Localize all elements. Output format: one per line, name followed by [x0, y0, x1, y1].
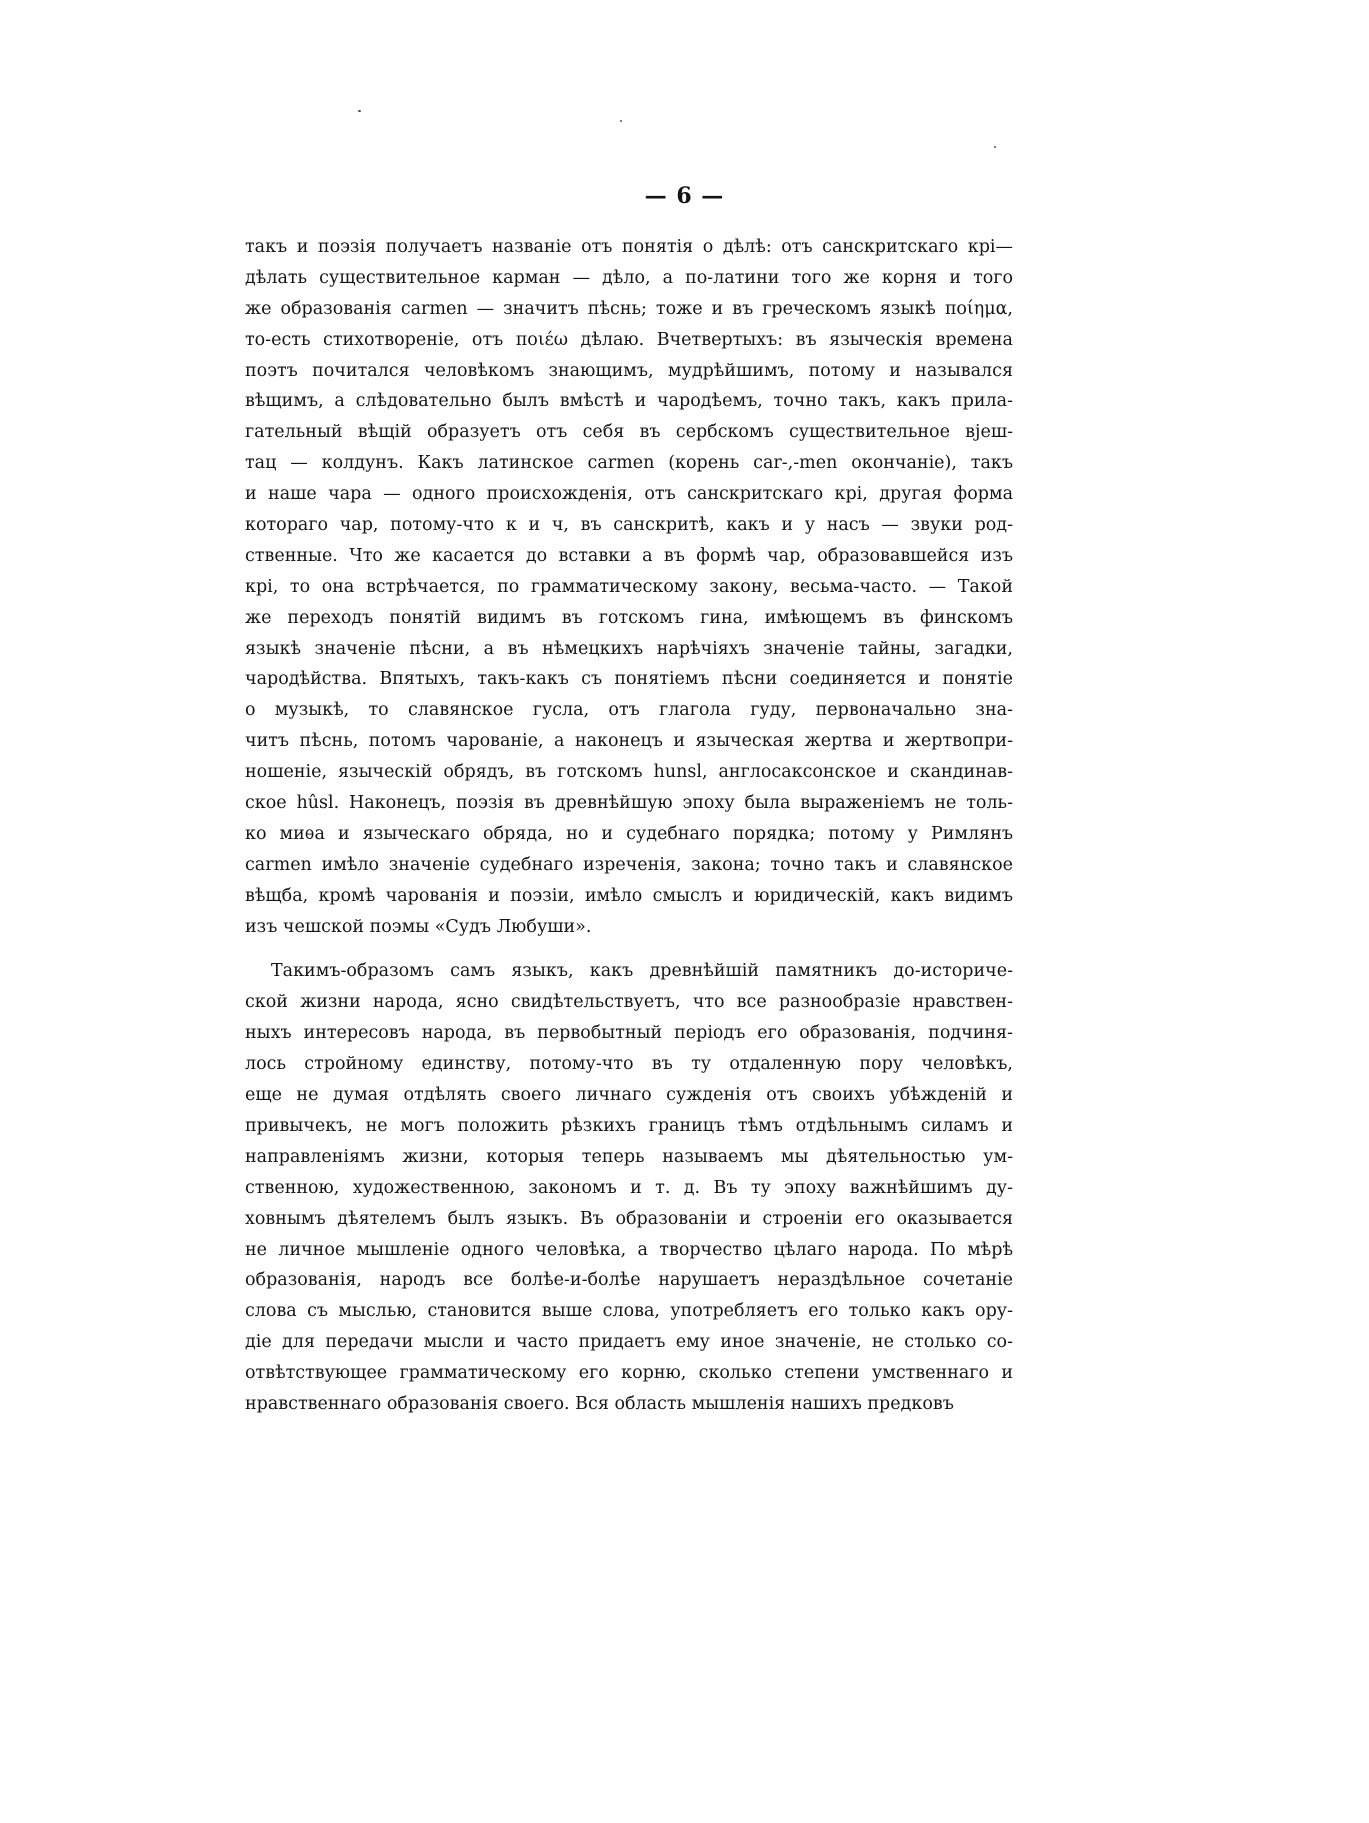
- text-line: діе для передачи мысли и часто придаетъ ему иное значеніе, не столько со-: [245, 1332, 1013, 1353]
- text-line: отвѣтствующее грамматическому его корню, сколько степени умственнаго и: [245, 1363, 1013, 1384]
- text-line: же переходъ понятій видимъ въ готскомъ гина, имѣющемъ въ финскомъ: [245, 607, 1013, 628]
- scan-speck: [994, 146, 996, 148]
- text-line: такъ и поэзія получаетъ названіе отъ понятія о дѣлѣ: отъ санскритскаго крі—: [245, 237, 1013, 257]
- paragraph: [245, 956, 1013, 1419]
- text-line: направленіямъ жизни, которыя теперь называемъ мы дѣятельностью ум-: [245, 1146, 1013, 1167]
- text-line: о музыкѣ, то славянское гусла, отъ глагола гуду, первоначально зна-: [245, 700, 1013, 721]
- text-line: языкѣ значеніе пѣсни, а въ нѣмецкихъ нарѣчіяхъ значеніе тайны, загадки,: [245, 638, 1013, 659]
- text-line: и наше чара — одного происхожденія, отъ санскритскаго крі, другая форма: [245, 484, 1013, 505]
- text-line: ховнымъ дѣятелемъ былъ языкъ. Въ образованіи и строеніи его оказывается: [245, 1208, 1013, 1229]
- text-line: не личное мышленіе одного человѣка, а творчество цѣлаго народа. По мѣрѣ: [245, 1239, 1013, 1260]
- text-line: carmen имѣло значеніе судебнаго изреченія, закона; точно такъ и славянское: [245, 854, 1013, 875]
- scan-speck: [358, 110, 361, 112]
- text-line: изъ чешской поэмы «Судъ Любуши».: [245, 916, 592, 937]
- text-line: еще не думая отдѣлять своего личнаго сужденія отъ своихъ убѣжденій и: [245, 1085, 1013, 1106]
- scan-speck: [620, 120, 622, 122]
- text-line: вѣщимъ, а слѣдовательно былъ вмѣстѣ и чародѣемъ, точно такъ, какъ прила-: [245, 391, 1013, 412]
- text-line: слова съ мыслью, становится выше слова, употребляетъ его только какъ ору-: [245, 1301, 1013, 1322]
- text-line: ственные. Что же касается до вставки а въ формѣ чар, образовавшейся изъ: [245, 545, 1013, 566]
- text-line: то-есть стихотвореніе, отъ ποιέω дѣлаю. Вчетвертыхъ: въ языческія времена: [245, 329, 1013, 350]
- text-line: котораго чар, потому-что к и ч, въ санскритѣ, какъ и у насъ — звуки род-: [245, 515, 1013, 536]
- text-line: дѣлать существительное карман — дѣло, а по-латини того же корня и того: [245, 267, 1013, 288]
- text-line: крі, то она встрѣчается, по грамматическому закону, весьма-часто. — Такой: [245, 576, 1013, 597]
- text-line: ское hûsl. Наконецъ, поэзія въ древнѣйшую эпоху была выраженіемъ не толь-: [245, 793, 1013, 814]
- text-line: лось стройному единству, потому-что въ ту отдаленную пору человѣкъ,: [245, 1054, 1013, 1075]
- text-line: ношеніе, языческій обрядъ, въ готскомъ hunsl, англосаксонское и скандинав-: [245, 762, 1013, 783]
- text-line: гательный вѣщій образуетъ отъ себя въ сербскомъ существительное вјеш-: [245, 422, 1013, 443]
- text-line: ныхъ интересовъ народа, въ первобытный періодъ его образованія, подчиня-: [245, 1023, 1013, 1044]
- text-line: нравственнаго образованія своего. Вся область мышленія нашихъ предковъ: [245, 1393, 954, 1414]
- text-line: Такимъ-образомъ самъ языкъ, какъ древнѣйшій памятникъ до-историче-: [271, 961, 1013, 982]
- page-body: [245, 232, 1013, 1420]
- text-line: ской жизни народа, ясно свидѣтельствуетъ, что все разнообразіе нравствен-: [245, 992, 1013, 1013]
- text-line: вѣщба, кромѣ чарованія и поэзіи, имѣло смыслъ и юридическій, какъ видимъ: [245, 885, 1013, 906]
- text-line: образованія, народъ все болѣе-и-болѣе нарушаетъ нераздѣльное сочетаніе: [245, 1270, 1013, 1291]
- text-line: ко миѳа и языческаго обряда, но и судебнаго порядка; потому у Римлянъ: [245, 823, 1013, 844]
- text-line: читъ пѣснь, потомъ чарованіе, а наконецъ и языческая жертва и жертвопри-: [245, 731, 1013, 752]
- page-number: — 6 —: [644, 183, 725, 209]
- text-line: поэтъ почитался человѣкомъ знающимъ, мудрѣйшимъ, потому и назывался: [245, 360, 1013, 381]
- text-line: тац — колдунъ. Какъ латинское carmen (корень car-,-men окончаніе), такъ: [245, 453, 1013, 474]
- paragraph: [245, 232, 1013, 942]
- text-line: чародѣйства. Впятыхъ, такъ-какъ съ понятіемъ пѣсни соединяется и понятіе: [245, 669, 1013, 690]
- text-line: же образованія carmen — значитъ пѣснь; тоже и въ греческомъ языкѣ ποίημα,: [245, 298, 1013, 319]
- text-line: привычекъ, не могъ положить рѣзкихъ границъ тѣмъ отдѣльнымъ силамъ и: [245, 1115, 1013, 1136]
- text-line: ственною, художественною, закономъ и т. д. Въ ту эпоху важнѣйшимъ ду-: [245, 1177, 1013, 1198]
- paragraph-gap: [245, 942, 1013, 956]
